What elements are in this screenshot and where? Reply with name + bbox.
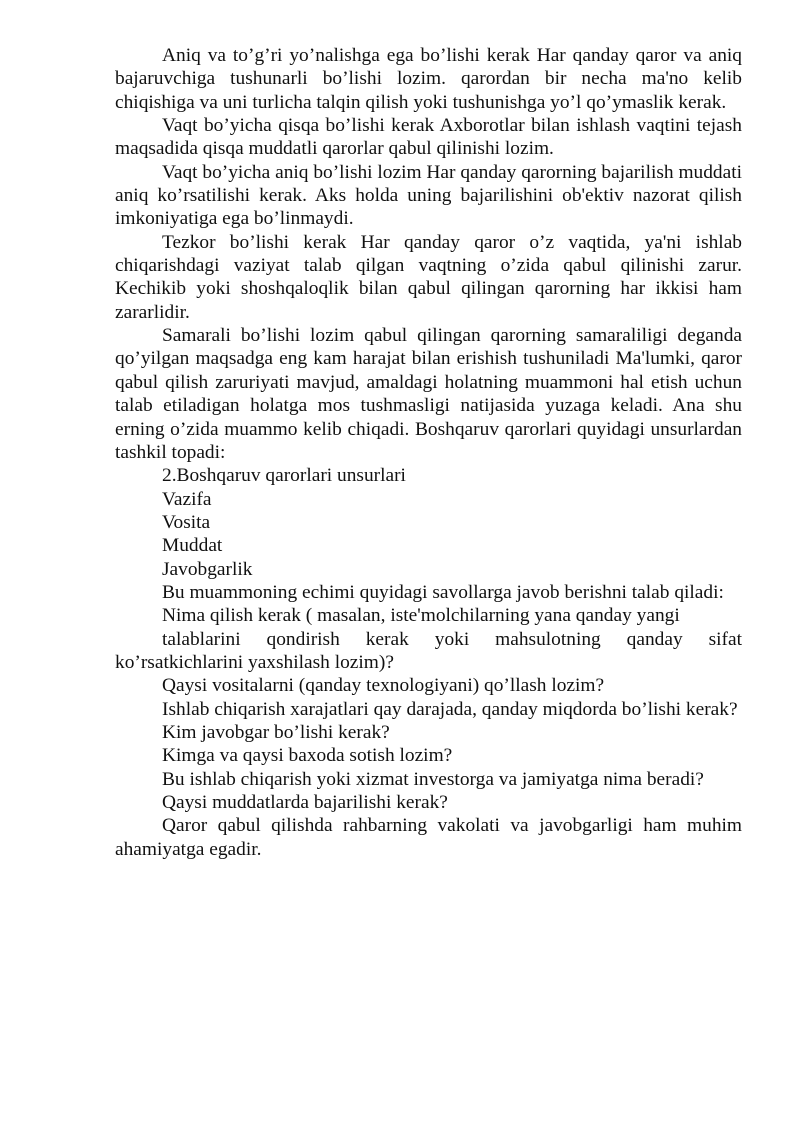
- list-item-means: Vosita: [162, 511, 211, 533]
- question-whom-sell: Kimga va qaysi baxoda sotish lozim?: [162, 745, 453, 767]
- list-item-deadline: Muddat: [162, 535, 223, 557]
- paragraph-short-in-time: Vaqt bo’yicha qisqa bo’lishi kerak Axborotlar bilan ishlash vaqtini tejash maqsadida qisqa muddatli qarorlar qabul qilinishi lozim.: [115, 115, 742, 160]
- question-what-gives: Bu ishlab chiqarish yoki xizmat investorga va jamiyatga nima beradi?: [162, 768, 704, 790]
- question-which-means: Qaysi vositalarni (qanday texnologiyani) qo’llash lozim?: [162, 675, 605, 697]
- paragraph-prompt: Tezkor bo’lishi kerak Har qanday qaror o’z vaqtida, ya'ni ishlab chiqarishdagi vaziyat talab qilgan vaqtning o’zida qabul qilinishi zarur. Kechikib yoki shoshqaloqlik bilan qabul qilingan qarorning har ikkisi ham zararlidir.: [115, 231, 742, 323]
- paragraph-manager-authority: Qaror qabul qilishda rahbarning vakolati va javobgarligi ham muhim ahamiyatga egadir.: [115, 815, 742, 860]
- question-which-deadlines: Qaysi muddatlarda bajarilishi kerak?: [162, 792, 448, 813]
- section-heading-decision-elements: 2.Boshqaruv qarorlari unsurlari: [162, 465, 406, 487]
- paragraph-questions-intro: Bu muammoning echimi quyidagi savollarga javob berishni talab qiladi:: [162, 581, 724, 603]
- question-what-to-do-continued: talablarini qondirish kerak yoki mahsulotning qanday sifat ko’rsatkichlarini yaxshilash lozim)?: [115, 628, 742, 673]
- paragraph-clear-direction: Aniq va to’g’ri yo’nalishga ega bo’lishi kerak Har qanday qaror va aniq bajaruvchiga tushunarli bo’lishi lozim. qarordan bir necha ma'no kelib chiqishiga va uni turlicha talqin qilish yoki tushunishga yo’l qo’ymaslik kerak.: [115, 45, 742, 113]
- paragraph-precise-in-time: Vaqt bo’yicha aniq bo’lishi lozim Har qanday qarorning bajarilish muddati aniq ko’rsatilishi kerak. Aks holda uning bajarilishini ob'ektiv nazorat qilish imkoniyatiga ega bo’linmaydi.: [115, 161, 742, 230]
- list-item-task: Vazifa: [162, 488, 212, 510]
- paragraph-effective: Samarali bo’lishi lozim qabul qilingan qarorning samaraliligi deganda qo’yilgan maqsadga eng kam harajat bilan erishish tushuniladi Ma'lumki, qaror qabul qilish zaruriyati mavjud, amaldagi holatning muammoni hal etish uchun talab etiladigan holatga mos tushmasligi natijasida yuzaga keladi. Ana shu erning o’zida muammo kelib chiqadi. Boshqaruv qarorlari quyidagi unsurlardan tashkil topadi:: [115, 325, 742, 463]
- document-page: [115, 44, 742, 861]
- question-costs: Ishlab chiqarish xarajatlari qay darajada, qanday miqdorda bo’lishi kerak?: [162, 698, 738, 720]
- list-item-responsibility: Javobgarlik: [162, 558, 253, 580]
- question-who-responsible: Kim javobgar bo’lishi kerak?: [162, 721, 390, 743]
- question-what-to-do: Nima qilish kerak ( masalan, iste'molchilarning yana qanday yangi: [162, 605, 680, 627]
